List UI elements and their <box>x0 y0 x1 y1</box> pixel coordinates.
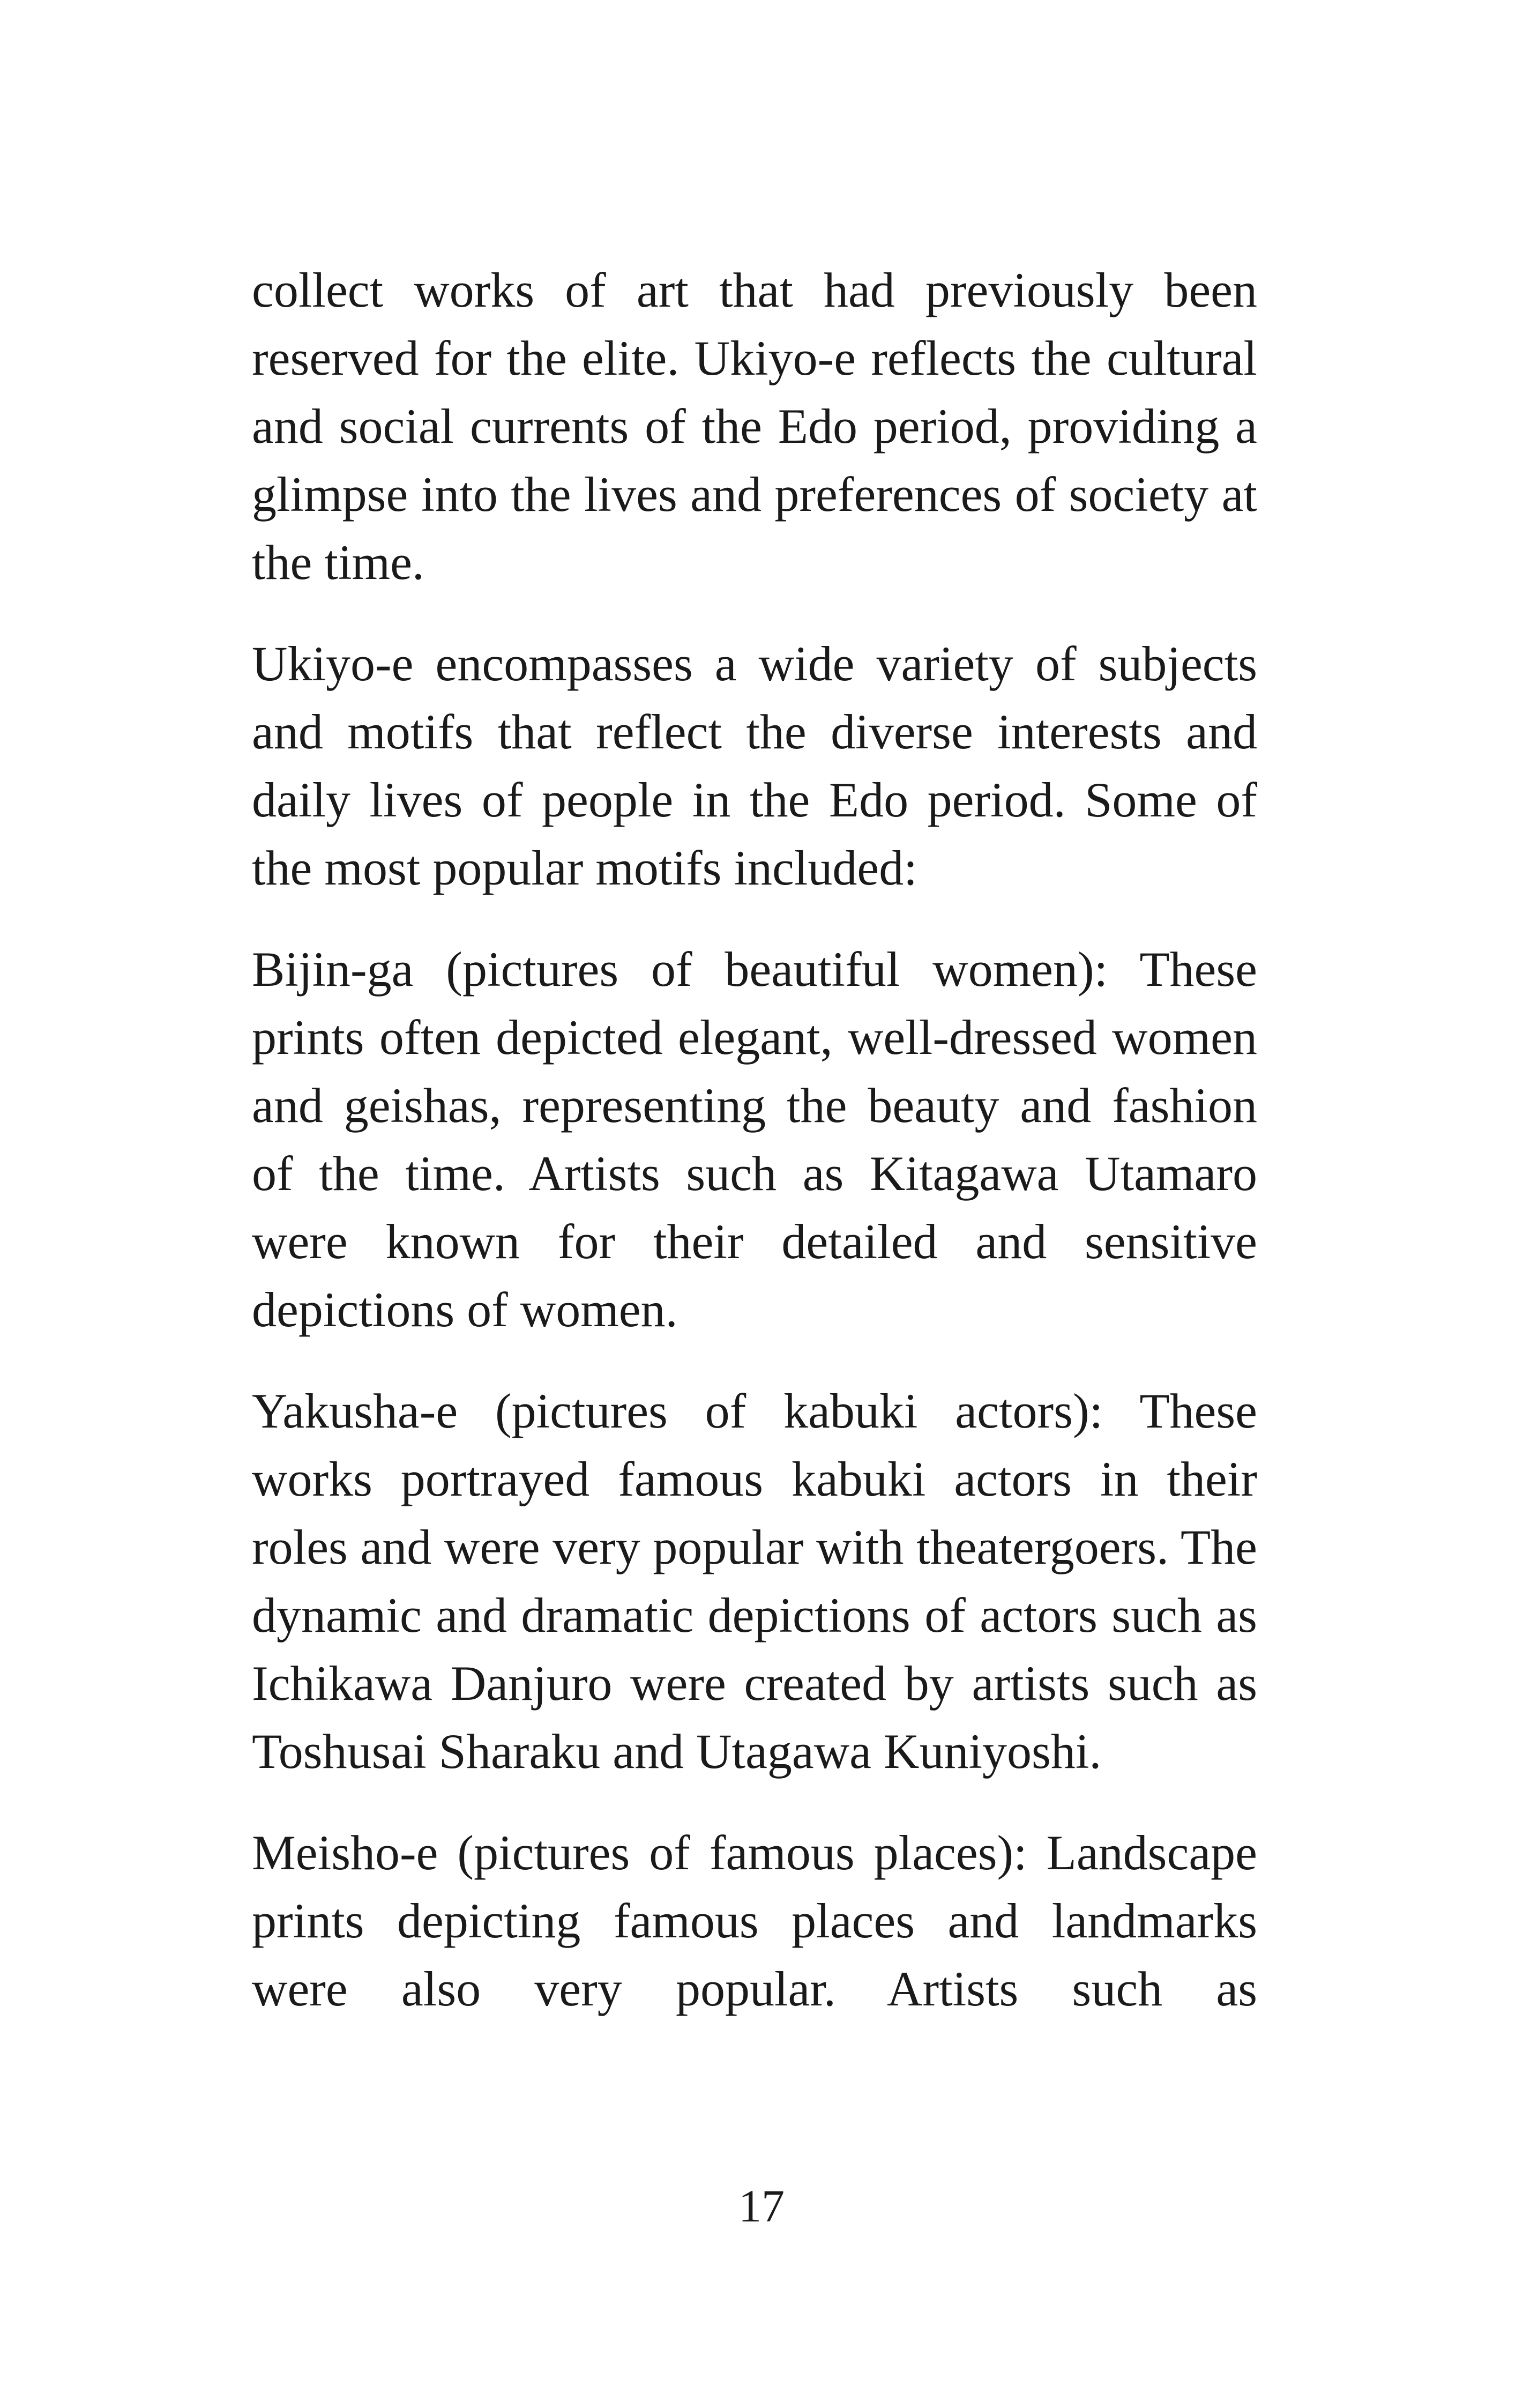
body-text <box>252 256 1257 2023</box>
paragraph-yakusha-e: Yakusha-e (pictures of kabuki actors): These works portrayed famous kabuki actors in their roles and were very popular with theatergoers. The dynamic and dramatic depictions of actors such as Ichikawa Danjuro were created by artists such as Toshusai Sharaku and Utagawa Kuniyoshi. <box>252 1384 1257 1779</box>
paragraph-ukiyo-e-overview: collect works of art that had previously been reserved for the elite. Ukiyo-e reflects the cultural and social currents of the Edo period, providing a glimpse into the lives and preferences of society at the time. <box>252 263 1257 590</box>
paragraph-meisho-e: Meisho-e (pictures of famous places): Landscape prints depicting famous places and landmarks were also very popular. Artists such as <box>252 1825 1257 2016</box>
paragraph-motifs-intro: Ukiyo-e encompasses a wide variety of subjects and motifs that reflect the diverse interests and daily lives of people in the Edo period. Some of the most popular motifs included: <box>252 636 1257 895</box>
page-number: 17 <box>738 2180 785 2232</box>
paragraph-bijin-ga: Bijin-ga (pictures of beautiful women): These prints often depicted elegant, well-dressed women and geishas, representing the beauty and fashion of the time. Artists such as Kitagawa Utamaro were known for their detailed and sensitive depictions of women. <box>252 942 1257 1337</box>
